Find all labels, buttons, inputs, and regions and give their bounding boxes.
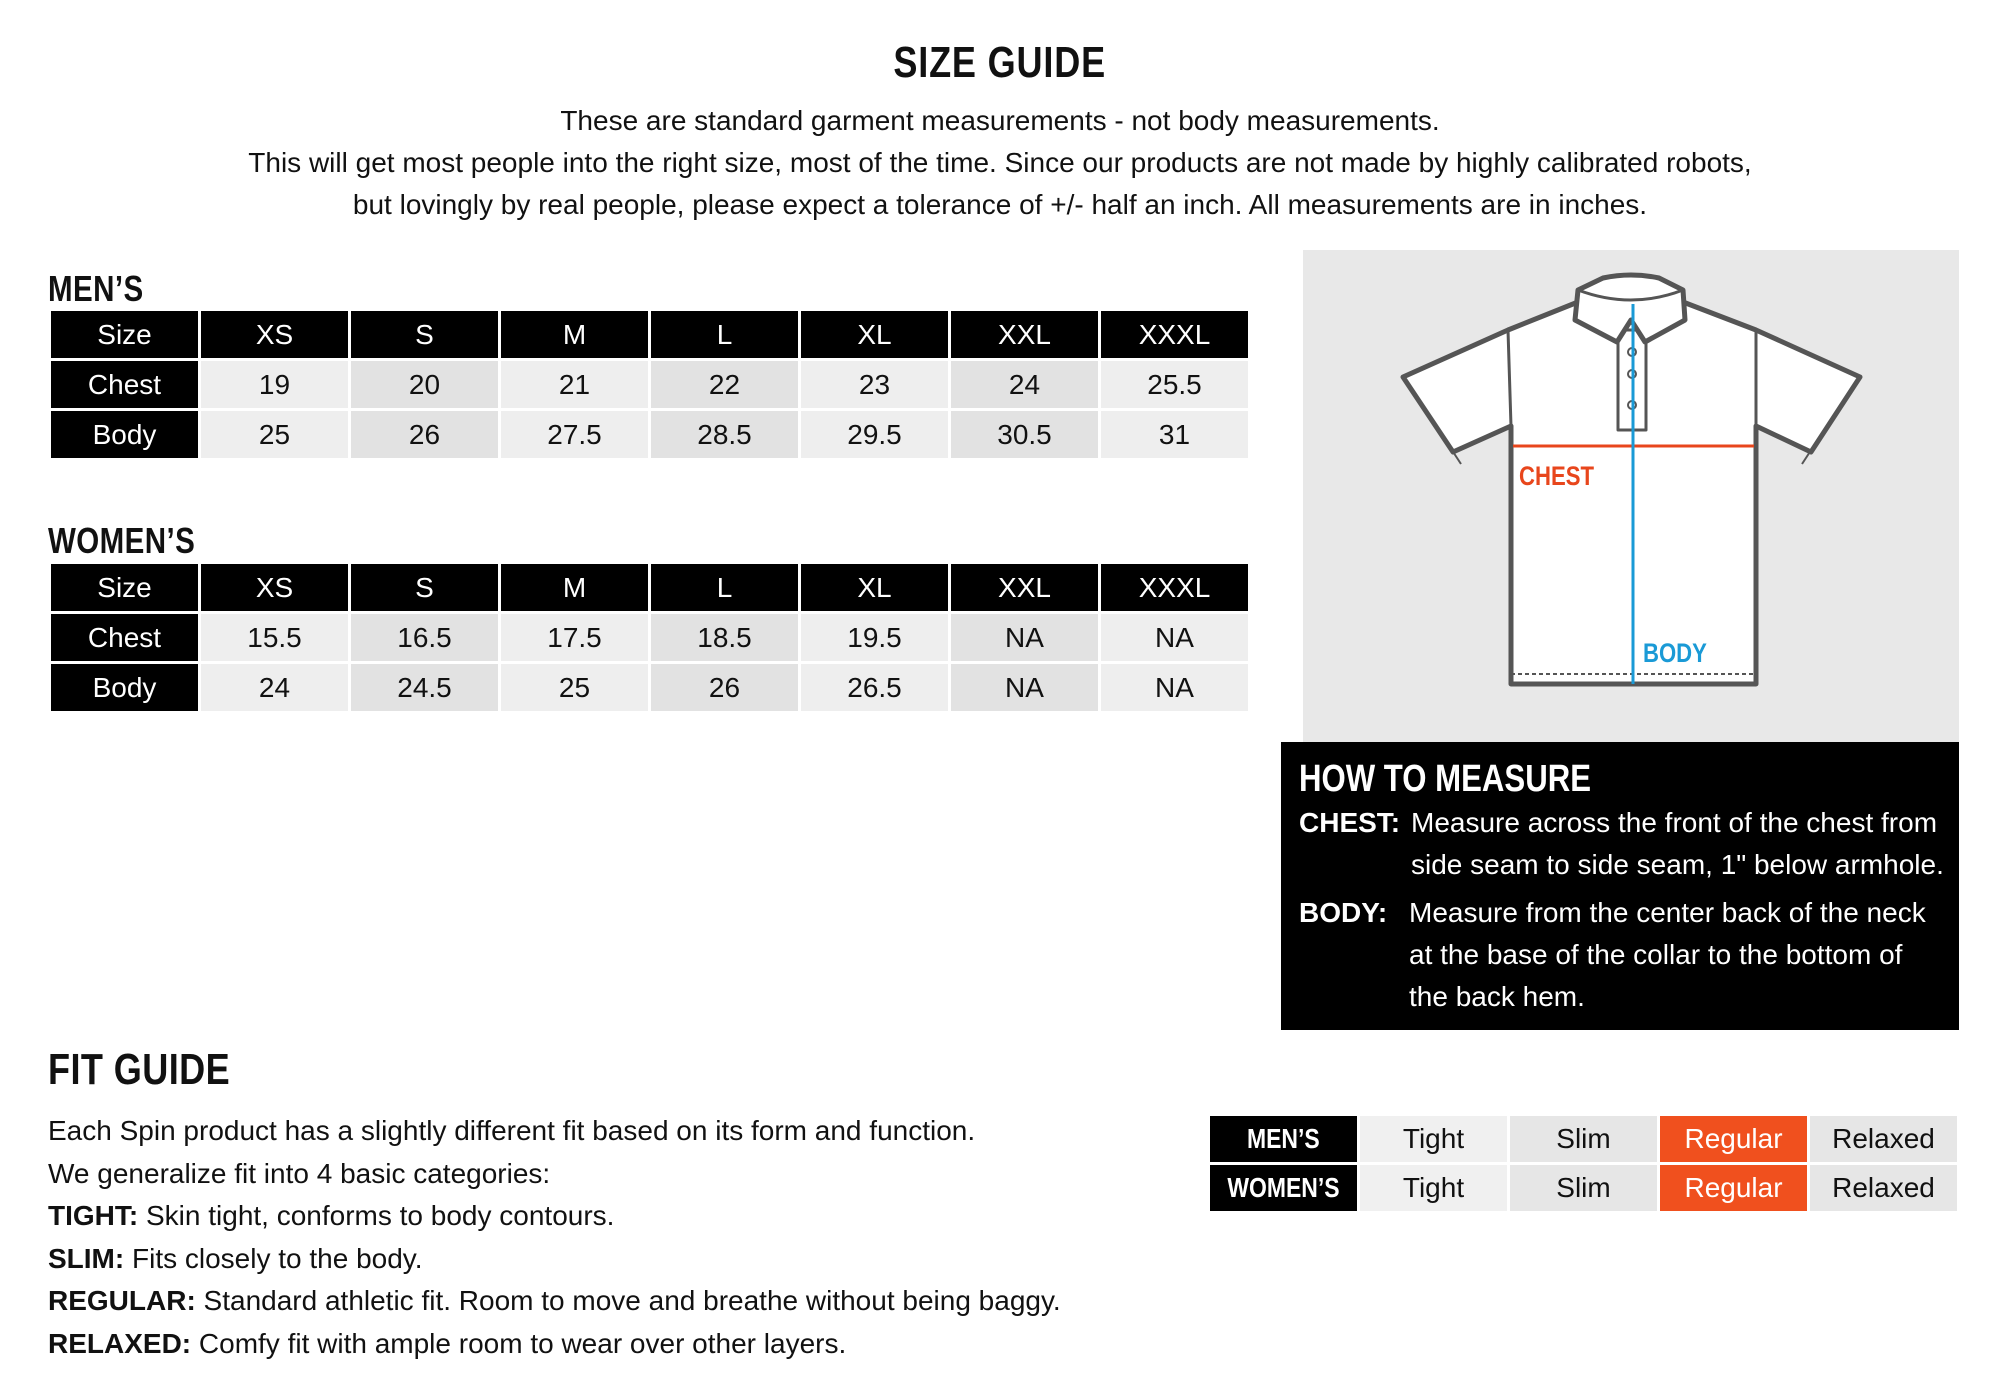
womens-header-size: Size	[51, 564, 198, 611]
mens-chest-m: 21	[501, 361, 648, 408]
mens-header-s: S	[351, 311, 498, 358]
mens-body-xs: 25	[201, 411, 348, 458]
fit-def-regular	[48, 1280, 1198, 1323]
womens-header-xxxl: XXXL	[1101, 564, 1248, 611]
fit-row-womens-label	[1210, 1165, 1357, 1211]
mens-header-xxl: XXL	[951, 311, 1098, 358]
mens-size-row	[51, 311, 1248, 358]
fit-def-regular-key: REGULAR:	[48, 1285, 196, 1316]
womens-header-m: M	[501, 564, 648, 611]
womens-chest-s: 16.5	[351, 614, 498, 661]
womens-body-xxl: NA	[951, 664, 1098, 711]
womens-body-l: 26	[651, 664, 798, 711]
womens-chest-label: Chest	[51, 614, 198, 661]
womens-body-row	[51, 664, 1248, 711]
mens-body-label: Body	[51, 411, 198, 458]
title-block	[0, 38, 2000, 226]
fit-womens-regular: Regular	[1660, 1165, 1807, 1211]
fit-def-tight	[48, 1195, 1198, 1238]
shirt-diagram-panel	[1303, 250, 1959, 742]
how-to-measure-box	[1281, 742, 1959, 1030]
womens-chest-l: 18.5	[651, 614, 798, 661]
mens-chest-label: Chest	[51, 361, 198, 408]
mens-header-m: M	[501, 311, 648, 358]
fit-intro-2: We generalize fit into 4 basic categories:	[48, 1157, 551, 1189]
fit-guide-title	[48, 1044, 270, 1095]
womens-header-l: L	[651, 564, 798, 611]
fit-mens-slim: Slim	[1510, 1116, 1657, 1162]
intro-line-1: These are standard garment measurements - not body measurements.	[560, 105, 1440, 136]
fit-def-slim-key: SLIM:	[48, 1242, 125, 1274]
fit-womens-relaxed: Relaxed	[1810, 1165, 1957, 1211]
womens-section-label	[48, 520, 228, 562]
mens-chest-xl: 23	[801, 361, 948, 408]
mens-chest-s: 20	[351, 361, 498, 408]
womens-chest-xxxl: NA	[1101, 614, 1248, 661]
fit-row-mens-label	[1210, 1116, 1357, 1162]
how-to-measure-title	[1299, 756, 1655, 801]
mens-header-l: L	[651, 311, 798, 358]
fit-def-relaxed-text: Comfy fit with ample room to wear over other layers.	[198, 1327, 847, 1359]
fit-row-mens	[1210, 1116, 1957, 1162]
mens-header-xs: XS	[201, 311, 348, 358]
fit-def-relaxed	[48, 1323, 1198, 1366]
fit-def-tight-key: TIGHT:	[48, 1200, 139, 1231]
womens-body-label: Body	[51, 664, 198, 711]
body-label: BODY	[1643, 639, 1707, 669]
womens-chest-xxl: NA	[951, 614, 1098, 661]
womens-header-xxl: XXL	[951, 564, 1098, 611]
mens-size-table	[48, 308, 1251, 461]
womens-chest-xs: 15.5	[201, 614, 348, 661]
fit-mens-relaxed: Relaxed	[1810, 1116, 1957, 1162]
mens-chest-xxxl: 25.5	[1101, 361, 1248, 408]
fit-row-mens-label-text: MEN’S	[1247, 1123, 1320, 1154]
fit-def-relaxed-key: RELAXED:	[48, 1327, 192, 1359]
womens-size-row	[51, 564, 1248, 611]
fit-def-slim	[48, 1238, 1198, 1281]
fit-womens-slim: Slim	[1510, 1165, 1657, 1211]
fit-row-womens-label-text: WOMEN’S	[1227, 1172, 1340, 1203]
fit-def-tight-text: Skin tight, conforms to body contours.	[146, 1200, 615, 1231]
womens-header-xl: XL	[801, 564, 948, 611]
fit-def-slim-text: Fits closely to the body.	[132, 1242, 423, 1274]
fit-womens-tight: Tight	[1360, 1165, 1507, 1211]
how-to-measure-title-text: HOW TO MEASURE	[1299, 758, 1591, 800]
womens-chest-row	[51, 614, 1248, 661]
mens-label-text: MEN’S	[48, 268, 144, 309]
mens-body-m: 27.5	[501, 411, 648, 458]
fit-row-womens	[1210, 1165, 1957, 1211]
womens-body-xxxl: NA	[1101, 664, 1248, 711]
fit-mens-regular: Regular	[1660, 1116, 1807, 1162]
intro-line-3: but lovingly by real people, please expect a tolerance of +/- half an inch. All measurements are in inches.	[352, 189, 1648, 220]
womens-chest-xl: 19.5	[801, 614, 948, 661]
fit-mens-tight: Tight	[1360, 1116, 1507, 1162]
womens-header-xs: XS	[201, 564, 348, 611]
mens-header-size: Size	[51, 311, 198, 358]
womens-body-xs: 24	[201, 664, 348, 711]
mens-body-row	[51, 411, 1248, 458]
womens-label-text: WOMEN’S	[48, 520, 196, 561]
polo-shirt-icon	[1303, 250, 1959, 742]
womens-header-s: S	[351, 564, 498, 611]
womens-chest-m: 17.5	[501, 614, 648, 661]
mens-header-xl: XL	[801, 311, 948, 358]
fit-guide-title-text: FIT GUIDE	[48, 1045, 231, 1094]
chest-label: CHEST	[1519, 462, 1594, 492]
intro-line-2: This will get most people into the right size, most of the time. Since our products are not made by highly calibrated robots,	[248, 147, 1752, 178]
mens-chest-xs: 19	[201, 361, 348, 408]
mens-chest-row	[51, 361, 1248, 408]
womens-size-table	[48, 561, 1251, 714]
mens-body-xxl: 30.5	[951, 411, 1098, 458]
womens-body-s: 24.5	[351, 664, 498, 711]
measure-chest-text: Measure across the front of the chest from side seam to side seam, 1" below armhole.	[1411, 807, 1944, 880]
mens-body-s: 26	[351, 411, 498, 458]
mens-body-xl: 29.5	[801, 411, 948, 458]
mens-section-label	[48, 268, 165, 310]
measure-chest-key: CHEST:	[1299, 807, 1401, 838]
mens-body-xxxl: 31	[1101, 411, 1248, 458]
measure-body-key: BODY:	[1299, 897, 1388, 928]
fit-table	[1207, 1113, 1960, 1214]
mens-chest-l: 22	[651, 361, 798, 408]
mens-body-l: 28.5	[651, 411, 798, 458]
fit-guide-text	[48, 1110, 1198, 1365]
mens-header-xxxl: XXXL	[1101, 311, 1248, 358]
fit-intro-1: Each Spin product has a slightly different fit based on its form and function.	[48, 1115, 976, 1146]
womens-body-m: 25	[501, 664, 648, 711]
mens-chest-xxl: 24	[951, 361, 1098, 408]
fit-def-regular-text: Standard athletic fit. Room to move and breathe without being baggy.	[203, 1285, 1061, 1316]
measure-body-text: Measure from the center back of the neck at the base of the collar to the bottom of the back hem.	[1409, 897, 1926, 1012]
womens-body-xl: 26.5	[801, 664, 948, 711]
page-title: SIZE GUIDE	[893, 38, 1107, 87]
